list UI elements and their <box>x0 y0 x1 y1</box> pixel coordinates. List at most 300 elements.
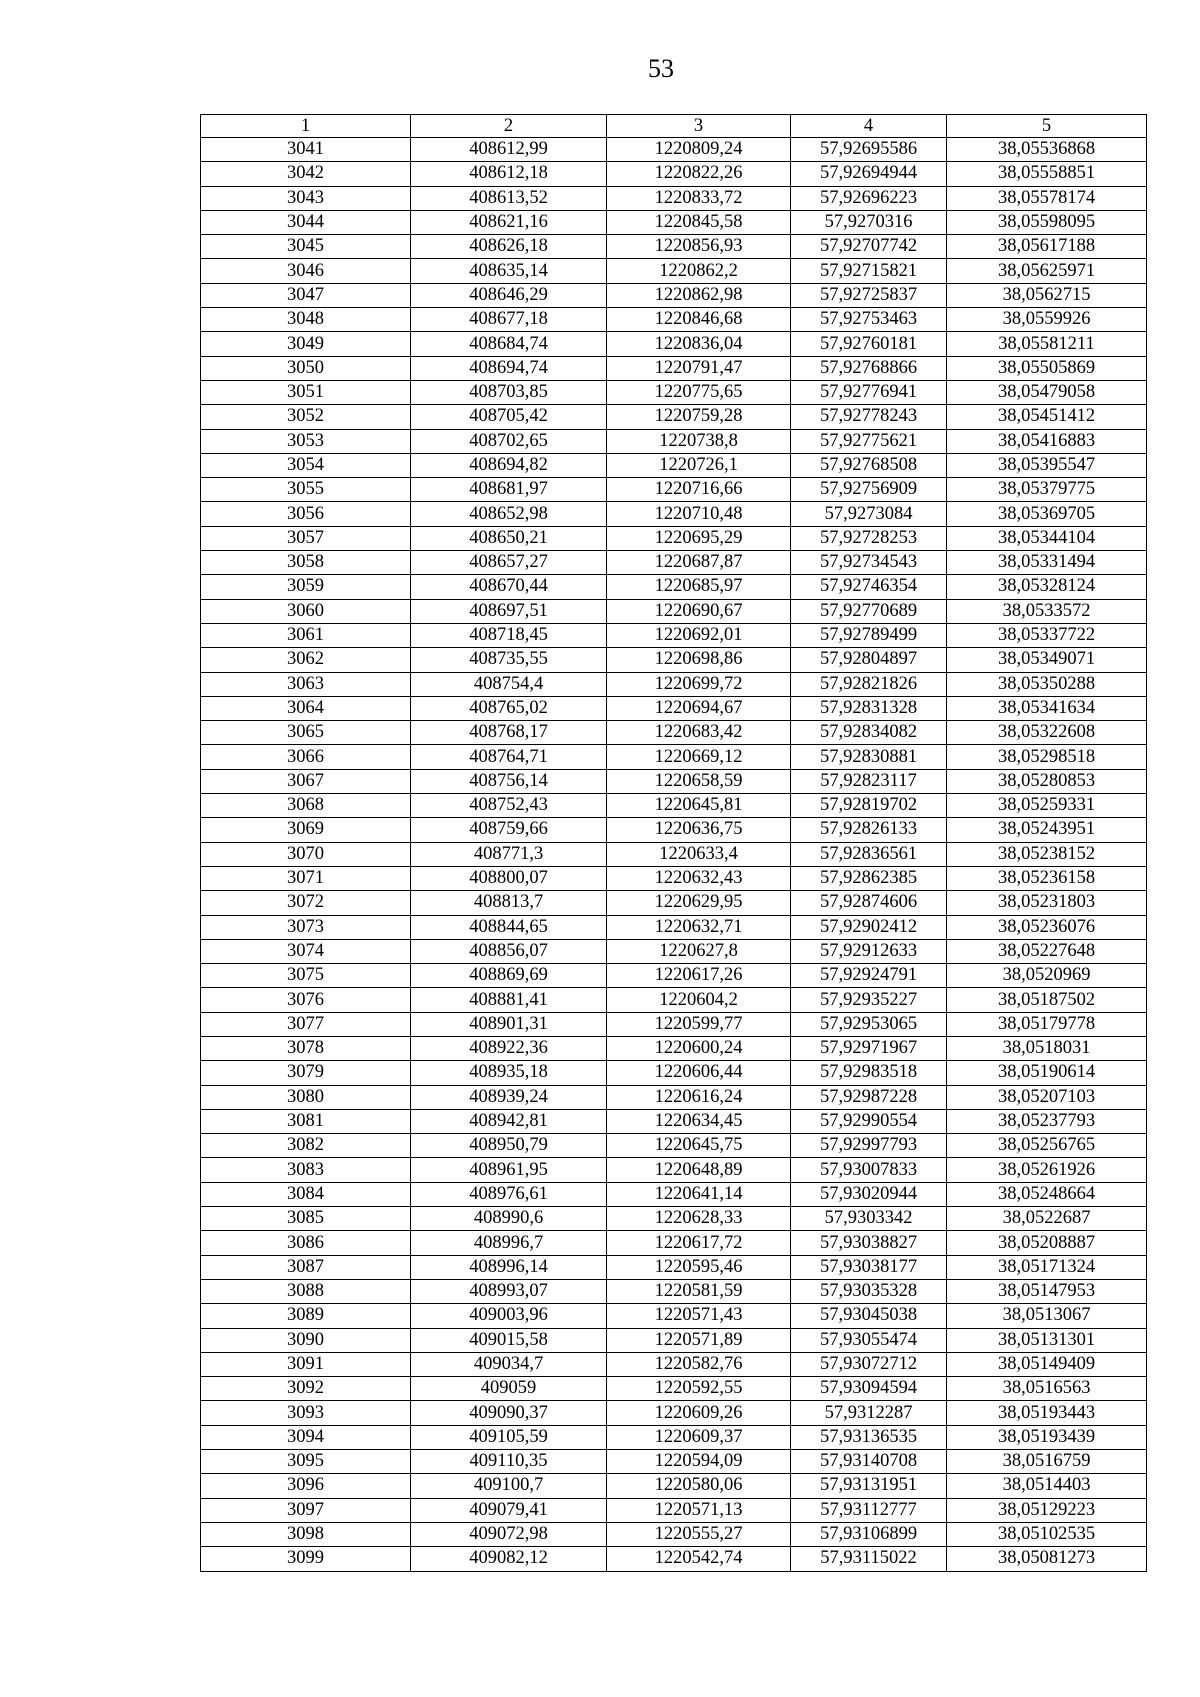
latitude-cell: 57,92819702 <box>791 794 947 818</box>
x-coordinate-cell: 409090,37 <box>411 1401 607 1425</box>
table-row <box>201 1279 1147 1303</box>
x-coordinate-cell: 408756,14 <box>411 769 607 793</box>
latitude-cell: 57,92760181 <box>791 332 947 356</box>
point-number-cell: 3095 <box>201 1450 411 1474</box>
latitude-cell: 57,92715821 <box>791 259 947 283</box>
latitude-cell: 57,92695586 <box>791 138 947 162</box>
point-number-cell: 3055 <box>201 478 411 502</box>
point-number-cell: 3090 <box>201 1328 411 1352</box>
x-coordinate-cell: 408694,82 <box>411 453 607 477</box>
longitude-cell: 38,05341634 <box>947 696 1147 720</box>
table-row <box>201 964 1147 988</box>
y-coordinate-cell: 1220846,68 <box>607 308 791 332</box>
latitude-cell: 57,9303342 <box>791 1207 947 1231</box>
latitude-cell: 57,93038177 <box>791 1255 947 1279</box>
x-coordinate-cell: 409059 <box>411 1377 607 1401</box>
point-number-cell: 3057 <box>201 526 411 550</box>
point-number-cell: 3075 <box>201 964 411 988</box>
x-coordinate-cell: 408939,24 <box>411 1085 607 1109</box>
longitude-cell: 38,05536868 <box>947 138 1147 162</box>
y-coordinate-cell: 1220645,75 <box>607 1134 791 1158</box>
latitude-cell: 57,92694944 <box>791 162 947 186</box>
longitude-cell: 38,05190614 <box>947 1061 1147 1085</box>
table-row <box>201 866 1147 890</box>
column-header-4: 4 <box>791 115 947 138</box>
x-coordinate-cell: 408612,18 <box>411 162 607 186</box>
latitude-cell: 57,92804897 <box>791 648 947 672</box>
table-row <box>201 818 1147 842</box>
latitude-cell: 57,92836561 <box>791 842 947 866</box>
point-number-cell: 3077 <box>201 1012 411 1036</box>
x-coordinate-cell: 408996,7 <box>411 1231 607 1255</box>
point-number-cell: 3050 <box>201 356 411 380</box>
y-coordinate-cell: 1220634,45 <box>607 1109 791 1133</box>
latitude-cell: 57,92778243 <box>791 405 947 429</box>
x-coordinate-cell: 408697,51 <box>411 599 607 623</box>
x-coordinate-cell: 408621,16 <box>411 210 607 234</box>
latitude-cell: 57,93007833 <box>791 1158 947 1182</box>
latitude-cell: 57,92746354 <box>791 575 947 599</box>
y-coordinate-cell: 1220627,8 <box>607 939 791 963</box>
point-number-cell: 3060 <box>201 599 411 623</box>
y-coordinate-cell: 1220617,72 <box>607 1231 791 1255</box>
point-number-cell: 3078 <box>201 1036 411 1060</box>
latitude-cell: 57,92987228 <box>791 1085 947 1109</box>
point-number-cell: 3048 <box>201 308 411 332</box>
longitude-cell: 38,05147953 <box>947 1279 1147 1303</box>
page-number: 53 <box>648 54 674 83</box>
longitude-cell: 38,05248664 <box>947 1182 1147 1206</box>
y-coordinate-cell: 1220606,44 <box>607 1061 791 1085</box>
y-coordinate-cell: 1220581,59 <box>607 1279 791 1303</box>
latitude-cell: 57,92874606 <box>791 891 947 915</box>
point-number-cell: 3093 <box>201 1401 411 1425</box>
y-coordinate-cell: 1220690,67 <box>607 599 791 623</box>
longitude-cell: 38,05193439 <box>947 1425 1147 1449</box>
longitude-cell: 38,05238152 <box>947 842 1147 866</box>
longitude-cell: 38,05395547 <box>947 453 1147 477</box>
y-coordinate-cell: 1220726,1 <box>607 453 791 477</box>
x-coordinate-cell: 409003,96 <box>411 1304 607 1328</box>
table-row <box>201 1401 1147 1425</box>
y-coordinate-cell: 1220628,33 <box>607 1207 791 1231</box>
table-row <box>201 380 1147 404</box>
table-row <box>201 283 1147 307</box>
x-coordinate-cell: 408657,27 <box>411 551 607 575</box>
longitude-cell: 38,05578174 <box>947 186 1147 210</box>
latitude-cell: 57,92912633 <box>791 939 947 963</box>
y-coordinate-cell: 1220600,24 <box>607 1036 791 1060</box>
x-coordinate-cell: 408901,31 <box>411 1012 607 1036</box>
x-coordinate-cell: 408752,43 <box>411 794 607 818</box>
point-number-cell: 3059 <box>201 575 411 599</box>
table-row <box>201 186 1147 210</box>
point-number-cell: 3084 <box>201 1182 411 1206</box>
y-coordinate-cell: 1220845,58 <box>607 210 791 234</box>
table-row <box>201 672 1147 696</box>
y-coordinate-cell: 1220633,4 <box>607 842 791 866</box>
y-coordinate-cell: 1220571,89 <box>607 1328 791 1352</box>
table-row <box>201 696 1147 720</box>
table-row <box>201 1474 1147 1498</box>
table-row <box>201 1207 1147 1231</box>
x-coordinate-cell: 408844,65 <box>411 915 607 939</box>
point-number-cell: 3074 <box>201 939 411 963</box>
x-coordinate-cell: 408735,55 <box>411 648 607 672</box>
latitude-cell: 57,93136535 <box>791 1425 947 1449</box>
latitude-cell: 57,92823117 <box>791 769 947 793</box>
table-row <box>201 1547 1147 1571</box>
y-coordinate-cell: 1220648,89 <box>607 1158 791 1182</box>
y-coordinate-cell: 1220710,48 <box>607 502 791 526</box>
y-coordinate-cell: 1220604,2 <box>607 988 791 1012</box>
point-number-cell: 3056 <box>201 502 411 526</box>
point-number-cell: 3072 <box>201 891 411 915</box>
table-row <box>201 1255 1147 1279</box>
latitude-cell: 57,92935227 <box>791 988 947 1012</box>
table-row <box>201 623 1147 647</box>
latitude-cell: 57,9273084 <box>791 502 947 526</box>
point-number-cell: 3094 <box>201 1425 411 1449</box>
table-row <box>201 332 1147 356</box>
table-row <box>201 915 1147 939</box>
point-number-cell: 3088 <box>201 1279 411 1303</box>
longitude-cell: 38,0514403 <box>947 1474 1147 1498</box>
longitude-cell: 38,05129223 <box>947 1498 1147 1522</box>
y-coordinate-cell: 1220698,86 <box>607 648 791 672</box>
longitude-cell: 38,05231803 <box>947 891 1147 915</box>
point-number-cell: 3071 <box>201 866 411 890</box>
table-row <box>201 1061 1147 1085</box>
latitude-cell: 57,93072712 <box>791 1352 947 1376</box>
longitude-cell: 38,05236076 <box>947 915 1147 939</box>
longitude-cell: 38,05379775 <box>947 478 1147 502</box>
longitude-cell: 38,05505869 <box>947 356 1147 380</box>
x-coordinate-cell: 409110,35 <box>411 1450 607 1474</box>
longitude-cell: 38,0516759 <box>947 1450 1147 1474</box>
x-coordinate-cell: 408961,95 <box>411 1158 607 1182</box>
x-coordinate-cell: 408813,7 <box>411 891 607 915</box>
longitude-cell: 38,05451412 <box>947 405 1147 429</box>
y-coordinate-cell: 1220775,65 <box>607 380 791 404</box>
point-number-cell: 3046 <box>201 259 411 283</box>
x-coordinate-cell: 408764,71 <box>411 745 607 769</box>
table-row <box>201 745 1147 769</box>
point-number-cell: 3062 <box>201 648 411 672</box>
x-coordinate-cell: 408684,74 <box>411 332 607 356</box>
x-coordinate-cell: 409105,59 <box>411 1425 607 1449</box>
point-number-cell: 3080 <box>201 1085 411 1109</box>
y-coordinate-cell: 1220809,24 <box>607 138 791 162</box>
y-coordinate-cell: 1220738,8 <box>607 429 791 453</box>
longitude-cell: 38,05558851 <box>947 162 1147 186</box>
table-row <box>201 453 1147 477</box>
y-coordinate-cell: 1220609,37 <box>607 1425 791 1449</box>
point-number-cell: 3083 <box>201 1158 411 1182</box>
y-coordinate-cell: 1220685,97 <box>607 575 791 599</box>
point-number-cell: 3063 <box>201 672 411 696</box>
longitude-cell: 38,05344104 <box>947 526 1147 550</box>
y-coordinate-cell: 1220658,59 <box>607 769 791 793</box>
latitude-cell: 57,93106899 <box>791 1522 947 1546</box>
table-row <box>201 478 1147 502</box>
table-row <box>201 842 1147 866</box>
longitude-cell: 38,05208887 <box>947 1231 1147 1255</box>
longitude-cell: 38,05328124 <box>947 575 1147 599</box>
latitude-cell: 57,93094594 <box>791 1377 947 1401</box>
table-row <box>201 988 1147 1012</box>
latitude-cell: 57,92826133 <box>791 818 947 842</box>
point-number-cell: 3097 <box>201 1498 411 1522</box>
point-number-cell: 3069 <box>201 818 411 842</box>
point-number-cell: 3053 <box>201 429 411 453</box>
point-number-cell: 3041 <box>201 138 411 162</box>
latitude-cell: 57,93045038 <box>791 1304 947 1328</box>
y-coordinate-cell: 1220699,72 <box>607 672 791 696</box>
point-number-cell: 3061 <box>201 623 411 647</box>
point-number-cell: 3073 <box>201 915 411 939</box>
latitude-cell: 57,93038827 <box>791 1231 947 1255</box>
latitude-cell: 57,92753463 <box>791 308 947 332</box>
x-coordinate-cell: 408703,85 <box>411 380 607 404</box>
x-coordinate-cell: 408881,41 <box>411 988 607 1012</box>
point-number-cell: 3070 <box>201 842 411 866</box>
table-row <box>201 356 1147 380</box>
y-coordinate-cell: 1220616,24 <box>607 1085 791 1109</box>
y-coordinate-cell: 1220636,75 <box>607 818 791 842</box>
longitude-cell: 38,05179778 <box>947 1012 1147 1036</box>
table-row <box>201 891 1147 915</box>
table-row <box>201 1182 1147 1206</box>
latitude-cell: 57,92924791 <box>791 964 947 988</box>
y-coordinate-cell: 1220645,81 <box>607 794 791 818</box>
x-coordinate-cell: 408718,45 <box>411 623 607 647</box>
latitude-cell: 57,92734543 <box>791 551 947 575</box>
x-coordinate-cell: 408694,74 <box>411 356 607 380</box>
latitude-cell: 57,92997793 <box>791 1134 947 1158</box>
table-row <box>201 1036 1147 1060</box>
longitude-cell: 38,05149409 <box>947 1352 1147 1376</box>
longitude-cell: 38,05479058 <box>947 380 1147 404</box>
x-coordinate-cell: 408613,52 <box>411 186 607 210</box>
latitude-cell: 57,93112777 <box>791 1498 947 1522</box>
table-row <box>201 259 1147 283</box>
longitude-cell: 38,05227648 <box>947 939 1147 963</box>
y-coordinate-cell: 1220862,98 <box>607 283 791 307</box>
y-coordinate-cell: 1220692,01 <box>607 623 791 647</box>
point-number-cell: 3066 <box>201 745 411 769</box>
longitude-cell: 38,0518031 <box>947 1036 1147 1060</box>
point-number-cell: 3098 <box>201 1522 411 1546</box>
table-row <box>201 1134 1147 1158</box>
latitude-cell: 57,92756909 <box>791 478 947 502</box>
latitude-cell: 57,92768866 <box>791 356 947 380</box>
x-coordinate-cell: 408993,07 <box>411 1279 607 1303</box>
x-coordinate-cell: 408626,18 <box>411 235 607 259</box>
table-row <box>201 405 1147 429</box>
x-coordinate-cell: 408670,44 <box>411 575 607 599</box>
point-number-cell: 3058 <box>201 551 411 575</box>
point-number-cell: 3082 <box>201 1134 411 1158</box>
point-number-cell: 3086 <box>201 1231 411 1255</box>
longitude-cell: 38,0522687 <box>947 1207 1147 1231</box>
longitude-cell: 38,05598095 <box>947 210 1147 234</box>
y-coordinate-cell: 1220822,26 <box>607 162 791 186</box>
x-coordinate-cell: 408754,4 <box>411 672 607 696</box>
y-coordinate-cell: 1220592,55 <box>607 1377 791 1401</box>
table-row <box>201 1450 1147 1474</box>
y-coordinate-cell: 1220836,04 <box>607 332 791 356</box>
y-coordinate-cell: 1220669,12 <box>607 745 791 769</box>
table-row <box>201 551 1147 575</box>
latitude-cell: 57,92789499 <box>791 623 947 647</box>
x-coordinate-cell: 408681,97 <box>411 478 607 502</box>
y-coordinate-cell: 1220595,46 <box>607 1255 791 1279</box>
y-coordinate-cell: 1220617,26 <box>607 964 791 988</box>
x-coordinate-cell: 408976,61 <box>411 1182 607 1206</box>
longitude-cell: 38,05369705 <box>947 502 1147 526</box>
x-coordinate-cell: 408800,07 <box>411 866 607 890</box>
y-coordinate-cell: 1220599,77 <box>607 1012 791 1036</box>
table-row <box>201 1498 1147 1522</box>
point-number-cell: 3096 <box>201 1474 411 1498</box>
longitude-cell: 38,05322608 <box>947 721 1147 745</box>
latitude-cell: 57,93140708 <box>791 1450 947 1474</box>
x-coordinate-cell: 408652,98 <box>411 502 607 526</box>
y-coordinate-cell: 1220632,71 <box>607 915 791 939</box>
table-row <box>201 235 1147 259</box>
table-row <box>201 575 1147 599</box>
x-coordinate-cell: 408650,21 <box>411 526 607 550</box>
y-coordinate-cell: 1220542,74 <box>607 1547 791 1571</box>
table-row <box>201 648 1147 672</box>
x-coordinate-cell: 408759,66 <box>411 818 607 842</box>
x-coordinate-cell: 408935,18 <box>411 1061 607 1085</box>
table-row <box>201 1231 1147 1255</box>
longitude-cell: 38,05259331 <box>947 794 1147 818</box>
y-coordinate-cell: 1220582,76 <box>607 1352 791 1376</box>
y-coordinate-cell: 1220609,26 <box>607 1401 791 1425</box>
table-row <box>201 210 1147 234</box>
latitude-cell: 57,92902412 <box>791 915 947 939</box>
point-number-cell: 3085 <box>201 1207 411 1231</box>
latitude-cell: 57,92990554 <box>791 1109 947 1133</box>
longitude-cell: 38,05617188 <box>947 235 1147 259</box>
y-coordinate-cell: 1220759,28 <box>607 405 791 429</box>
y-coordinate-cell: 1220687,87 <box>607 551 791 575</box>
y-coordinate-cell: 1220594,09 <box>607 1450 791 1474</box>
column-header-2: 2 <box>411 115 607 138</box>
longitude-cell: 38,05625971 <box>947 259 1147 283</box>
longitude-cell: 38,0533572 <box>947 599 1147 623</box>
point-number-cell: 3087 <box>201 1255 411 1279</box>
y-coordinate-cell: 1220716,66 <box>607 478 791 502</box>
y-coordinate-cell: 1220571,43 <box>607 1304 791 1328</box>
longitude-cell: 38,05256765 <box>947 1134 1147 1158</box>
y-coordinate-cell: 1220856,93 <box>607 235 791 259</box>
column-header-3: 3 <box>607 115 791 138</box>
y-coordinate-cell: 1220641,14 <box>607 1182 791 1206</box>
point-number-cell: 3049 <box>201 332 411 356</box>
table-row <box>201 502 1147 526</box>
x-coordinate-cell: 408768,17 <box>411 721 607 745</box>
longitude-cell: 38,05131301 <box>947 1328 1147 1352</box>
latitude-cell: 57,92953065 <box>791 1012 947 1036</box>
point-number-cell: 3068 <box>201 794 411 818</box>
table-row <box>201 769 1147 793</box>
x-coordinate-cell: 408771,3 <box>411 842 607 866</box>
coordinates-table <box>200 114 1147 1572</box>
x-coordinate-cell: 408996,14 <box>411 1255 607 1279</box>
point-number-cell: 3047 <box>201 283 411 307</box>
latitude-cell: 57,92696223 <box>791 186 947 210</box>
longitude-cell: 38,05237793 <box>947 1109 1147 1133</box>
table-row <box>201 1012 1147 1036</box>
table-row <box>201 526 1147 550</box>
table-row <box>201 1425 1147 1449</box>
x-coordinate-cell: 408990,6 <box>411 1207 607 1231</box>
table-row <box>201 1304 1147 1328</box>
latitude-cell: 57,92821826 <box>791 672 947 696</box>
x-coordinate-cell: 409079,41 <box>411 1498 607 1522</box>
y-coordinate-cell: 1220791,47 <box>607 356 791 380</box>
table-row <box>201 1352 1147 1376</box>
latitude-cell: 57,93115022 <box>791 1547 947 1571</box>
point-number-cell: 3051 <box>201 380 411 404</box>
point-number-cell: 3091 <box>201 1352 411 1376</box>
longitude-cell: 38,05102535 <box>947 1522 1147 1546</box>
x-coordinate-cell: 409082,12 <box>411 1547 607 1571</box>
latitude-cell: 57,92768508 <box>791 453 947 477</box>
column-header-5: 5 <box>947 115 1147 138</box>
latitude-cell: 57,92983518 <box>791 1061 947 1085</box>
longitude-cell: 38,05193443 <box>947 1401 1147 1425</box>
longitude-cell: 38,05337722 <box>947 623 1147 647</box>
point-number-cell: 3052 <box>201 405 411 429</box>
y-coordinate-cell: 1220632,43 <box>607 866 791 890</box>
x-coordinate-cell: 409072,98 <box>411 1522 607 1546</box>
x-coordinate-cell: 408705,42 <box>411 405 607 429</box>
x-coordinate-cell: 408922,36 <box>411 1036 607 1060</box>
table-row <box>201 721 1147 745</box>
point-number-cell: 3043 <box>201 186 411 210</box>
latitude-cell: 57,93055474 <box>791 1328 947 1352</box>
point-number-cell: 3092 <box>201 1377 411 1401</box>
table-row <box>201 794 1147 818</box>
latitude-cell: 57,92776941 <box>791 380 947 404</box>
point-number-cell: 3099 <box>201 1547 411 1571</box>
table-row <box>201 599 1147 623</box>
point-number-cell: 3076 <box>201 988 411 1012</box>
table-row <box>201 138 1147 162</box>
x-coordinate-cell: 408856,07 <box>411 939 607 963</box>
longitude-cell: 38,05331494 <box>947 551 1147 575</box>
x-coordinate-cell: 409100,7 <box>411 1474 607 1498</box>
x-coordinate-cell: 408869,69 <box>411 964 607 988</box>
longitude-cell: 38,05187502 <box>947 988 1147 1012</box>
table-row <box>201 1085 1147 1109</box>
table-row <box>201 162 1147 186</box>
point-number-cell: 3079 <box>201 1061 411 1085</box>
y-coordinate-cell: 1220555,27 <box>607 1522 791 1546</box>
latitude-cell: 57,92728253 <box>791 526 947 550</box>
latitude-cell: 57,92707742 <box>791 235 947 259</box>
longitude-cell: 38,05298518 <box>947 745 1147 769</box>
latitude-cell: 57,9312287 <box>791 1401 947 1425</box>
x-coordinate-cell: 409034,7 <box>411 1352 607 1376</box>
longitude-cell: 38,05349071 <box>947 648 1147 672</box>
table-body <box>201 138 1147 1572</box>
